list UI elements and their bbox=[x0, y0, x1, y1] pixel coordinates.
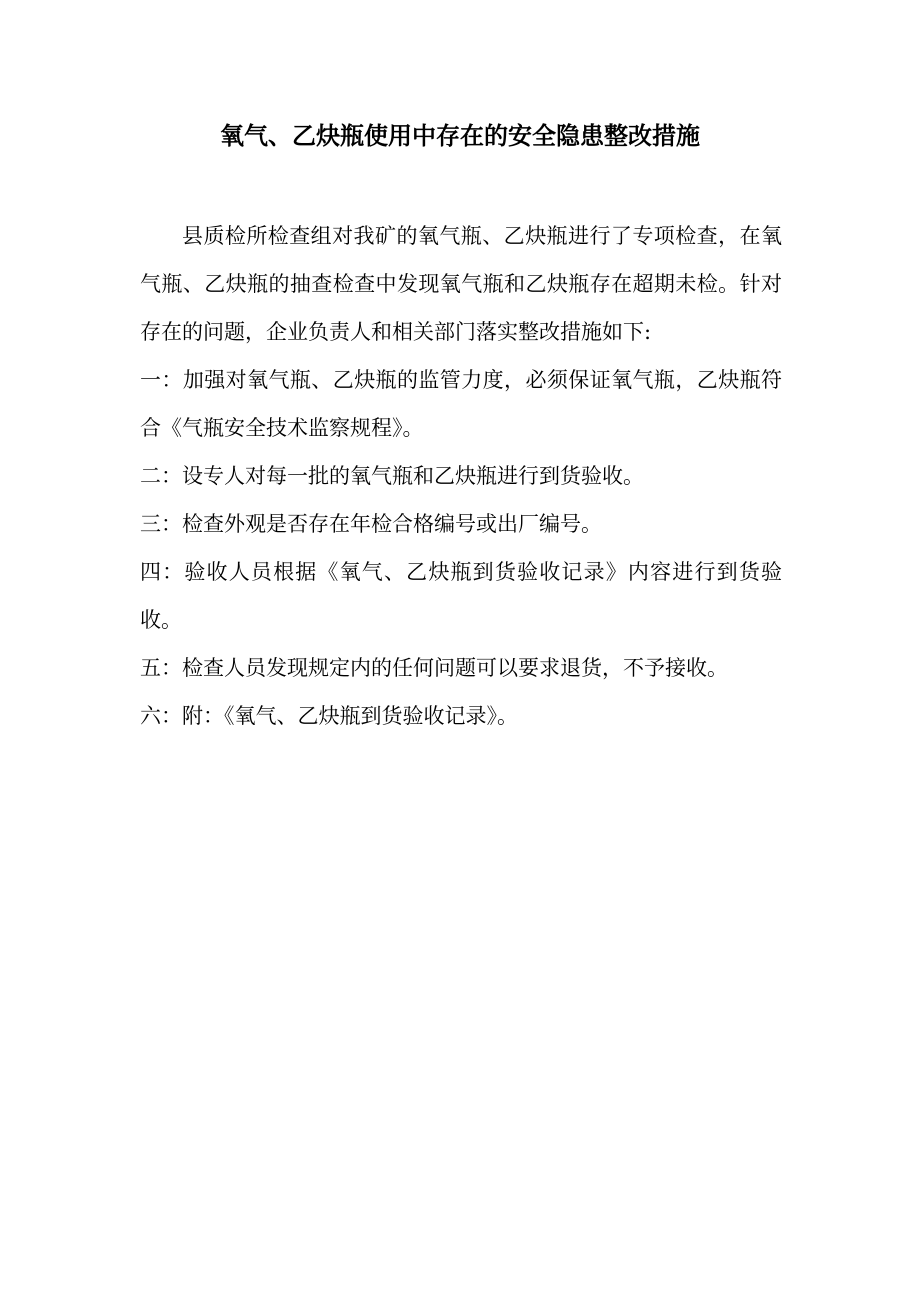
measure-item-4: 四：验收人员根据《氧气、乙炔瓶到货验收记录》内容进行到货验收。 bbox=[140, 560, 782, 632]
measure-item-3: 三：检查外观是否存在年检合格编号或出厂编号。 bbox=[140, 512, 602, 536]
measure-item-2: 二：设专人对每一批的氧气瓶和乙炔瓶进行到货验收。 bbox=[140, 464, 644, 488]
document-body bbox=[140, 212, 782, 740]
measure-item-5: 五：检查人员发现规定内的任何问题可以要求退货，不予接收。 bbox=[140, 656, 728, 680]
document-title: 氧气、乙炔瓶使用中存在的安全隐患整改措施 bbox=[220, 122, 700, 150]
measure-item-1: 一：加强对氧气瓶、乙炔瓶的监管力度，必须保证氧气瓶，乙炔瓶符合《气瓶安全技术监察规程》。 bbox=[140, 368, 782, 440]
intro-paragraph: 县质检所检查组对我矿的氧气瓶、乙炔瓶进行了专项检查，在氧气瓶、乙炔瓶的抽查检查中发现氧气瓶和乙炔瓶存在超期未检。针对存在的问题，企业负责人和相关部门落实整改措施如下: bbox=[140, 224, 782, 344]
measure-item-6: 六：附：《氧气、乙炔瓶到货验收记录》。 bbox=[140, 704, 518, 728]
